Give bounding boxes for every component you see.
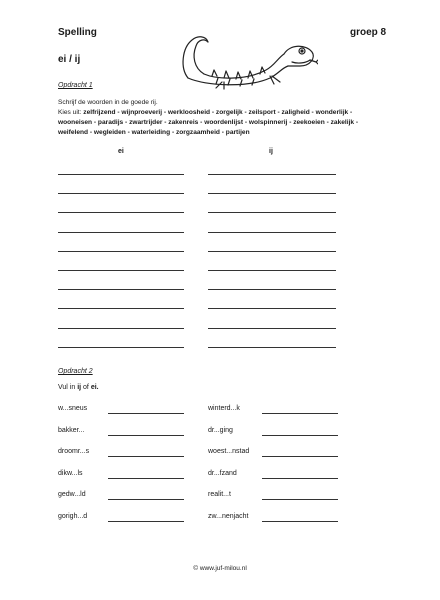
answer-line-ij[interactable] [208, 270, 336, 271]
assignment2-heading: Opdracht 2 [58, 368, 93, 375]
column-header-ij: ij [269, 148, 273, 155]
assignment2-instruction [58, 384, 99, 391]
word-bank-prefix: Kies uit: [58, 109, 84, 116]
lizard-illustration-icon [178, 18, 318, 90]
fill-line-right[interactable] [262, 456, 338, 457]
exercise-word-right: zw...nenjacht [208, 513, 249, 520]
subject-title: Spelling [58, 27, 97, 38]
answer-line-ei[interactable] [58, 328, 184, 329]
answer-line-ei[interactable] [58, 347, 184, 348]
fill-line-right[interactable] [262, 435, 338, 436]
fill-line-right[interactable] [262, 413, 338, 414]
footer-copyright: © www.juf-milou.nl [193, 565, 247, 572]
assignment1-heading: Opdracht 1 [58, 82, 93, 89]
answer-line-ei[interactable] [58, 270, 184, 271]
fill-line-right[interactable] [262, 521, 338, 522]
fill-line-left[interactable] [108, 521, 184, 522]
fill-line-right[interactable] [262, 478, 338, 479]
fill-line-left[interactable] [108, 435, 184, 436]
answer-line-ij[interactable] [208, 232, 336, 233]
exercise-word-right: dr...fzand [208, 470, 237, 477]
answer-line-ij[interactable] [208, 289, 336, 290]
fill-line-left[interactable] [108, 413, 184, 414]
exercise-word-right: woest...nstad [208, 448, 250, 455]
answer-line-ei[interactable] [58, 232, 184, 233]
answer-line-ij[interactable] [208, 193, 336, 194]
answer-line-ei[interactable] [58, 289, 184, 290]
answer-line-ei[interactable] [58, 251, 184, 252]
exercise-word-left: gorigh...d [58, 513, 88, 520]
column-header-ei: ei [118, 148, 124, 155]
assignment1-word-bank [58, 108, 378, 138]
answer-line-ei[interactable] [58, 308, 184, 309]
answer-line-ij[interactable] [208, 347, 336, 348]
instruction-ei: ei. [90, 384, 99, 391]
exercise-word-left: dikw...ls [58, 470, 83, 477]
exercise-word-left: droomr...s [58, 448, 90, 455]
instruction-ij: ij [77, 384, 82, 391]
topic-title: ei / ij [58, 54, 81, 65]
answer-line-ei[interactable] [58, 212, 184, 213]
exercise-word-left: gedw...ld [58, 491, 86, 498]
group-label: groep 8 [350, 27, 387, 38]
answer-line-ei[interactable] [58, 193, 184, 194]
answer-line-ij[interactable] [208, 328, 336, 329]
assignment1-instructions [58, 98, 378, 138]
answer-line-ij[interactable] [208, 212, 336, 213]
instruction-of: of [81, 384, 91, 391]
exercise-word-right: dr...ging [208, 427, 233, 434]
answer-line-ij[interactable] [208, 174, 336, 175]
exercise-word-right: realit...t [208, 491, 231, 498]
word-bank-words: zelfrijzend - wijnproeverij - werkloosheid - zorgelijk - zeilsport - zaligheid - wonderlijk - wooneisen - paradijs - zwartrijder - zakenreis - woordenlijst - wolspinnerij - zeekoeien - zakelijk - weifelend - wegleiden - waterleiding - zorgzaamheid - partijen [58, 109, 359, 136]
exercise-word-right: winterd...k [208, 405, 240, 412]
fill-line-right[interactable] [262, 499, 338, 500]
fill-line-left[interactable] [108, 478, 184, 479]
answer-line-ij[interactable] [208, 308, 336, 309]
assignment1-instruction: Schrijf de woorden in de goede rij. [58, 99, 158, 106]
exercise-word-left: bakker... [58, 427, 85, 434]
answer-line-ij[interactable] [208, 251, 336, 252]
fill-line-left[interactable] [108, 456, 184, 457]
instruction-prefix: Vul in [58, 384, 78, 391]
exercise-word-left: w...sneus [58, 405, 88, 412]
answer-line-ei[interactable] [58, 174, 184, 175]
fill-line-left[interactable] [108, 499, 184, 500]
